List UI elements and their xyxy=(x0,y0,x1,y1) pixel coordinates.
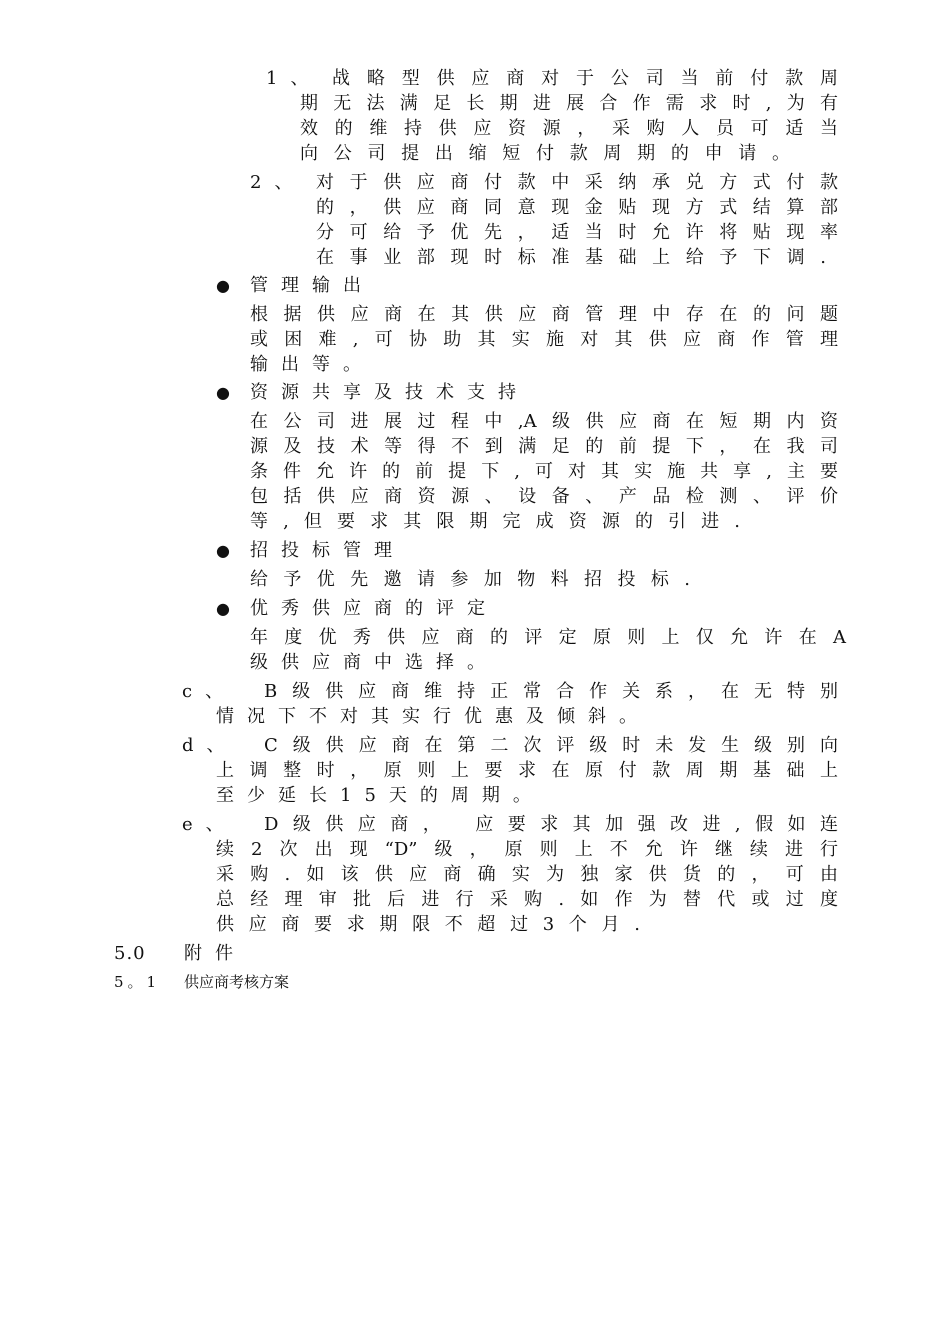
item-1-line: 效的维持供应资源，采购人员可适当 xyxy=(300,118,838,139)
bullet-body-line: 在公司进展过程中,A级供应商在短期内资 xyxy=(250,411,838,432)
bullet-body-line: 年度优秀供应商的评定原则上仅允许在A xyxy=(250,627,846,648)
bullet-dot-icon: ● xyxy=(216,383,230,402)
grade-e-line: D级供应商， 应要求其加强改进,假如连 xyxy=(264,814,838,835)
bullet-title-excellent-supplier: 优秀供应商的评定 xyxy=(250,598,498,619)
bullet-dot-icon: ● xyxy=(216,541,230,560)
section-number: 5.0 xyxy=(114,943,146,964)
bullet-body-line: 根据供应商在其供应商管理中存在的问题 xyxy=(250,304,838,325)
bullet-title-resource-sharing: 资源共享及技术支持 xyxy=(250,382,529,403)
bullet-body-line: 给予优先邀请参加物料招投标. xyxy=(250,569,690,590)
grade-c-marker: c、 xyxy=(182,681,237,702)
bullet-body-line: 或困难,可协助其实施对其供应商作管理 xyxy=(250,329,838,350)
grade-e-line: 采购.如该供应商确实为独家供货的，可由 xyxy=(216,864,838,885)
bullet-body-line: 包括供应商资源、设备、产品检测、评价 xyxy=(250,486,838,507)
bullet-dot-icon: ● xyxy=(216,599,230,618)
grade-e-marker: e、 xyxy=(182,814,237,835)
item-1-marker: 1、 xyxy=(266,68,322,89)
grade-d-marker: d、 xyxy=(182,735,238,756)
item-2-line: 分可给予优先，适当时允许将贴现率 xyxy=(316,222,838,243)
bullet-body-line: 级供应商中选择。 xyxy=(250,652,498,673)
bullet-body-line: 等,但要求其限期完成资源的引进. xyxy=(250,511,740,532)
bullet-body-line: 输出等。 xyxy=(250,354,374,375)
bullet-body-line: 条件允许的前提下,可对其实施共享,主要 xyxy=(250,461,838,482)
item-2-line: 在事业部现时标准基础上给予下调. xyxy=(316,247,826,268)
grade-e-line: 总经理审批后进行采购.如作为替代或过度 xyxy=(216,889,838,910)
item-1-line: 战略型供应商对于公司当前付款周 xyxy=(332,68,838,89)
item-1-line: 向公司提出缩短付款周期的申请。 xyxy=(300,143,790,164)
item-2-line: 对于供应商付款中采纳承兑方式付款 xyxy=(316,172,838,193)
grade-e-line: 续2次出现“D”级，原则上不允许继续进行 xyxy=(216,839,838,860)
grade-c-line: B级供应商维持正常合作关系，在无特别 xyxy=(264,681,838,702)
item-1-line: 期无法满足长期进展合作需求时,为有 xyxy=(300,93,838,114)
item-2-marker: 2、 xyxy=(250,172,306,193)
grade-e-line: 供应商要求期限不超过3个月. xyxy=(216,914,640,935)
bullet-body-line: 源及技术等得不到满足的前提下，在我司 xyxy=(250,436,838,457)
section-title: 附件 xyxy=(184,943,246,964)
bullet-title-management-output: 管理输出 xyxy=(250,275,374,296)
bullet-dot-icon: ● xyxy=(216,276,230,295)
subsection-title: 供应商考核方案 xyxy=(184,973,290,991)
grade-d-line: 至少延长15天的周期。 xyxy=(216,785,544,806)
subsection-number: 5。1 xyxy=(114,973,161,991)
grade-c-line: 情况下不对其实行优惠及倾斜。 xyxy=(216,706,650,727)
item-2-line: 的，供应商同意现金贴现方式结算部 xyxy=(316,197,838,218)
bullet-title-bidding-management: 招投标管理 xyxy=(250,540,405,561)
grade-d-line: C级供应商在第二次评级时未发生级别向 xyxy=(264,735,838,756)
grade-d-line: 上调整时，原则上要求在原付款周期基础上 xyxy=(216,760,838,781)
